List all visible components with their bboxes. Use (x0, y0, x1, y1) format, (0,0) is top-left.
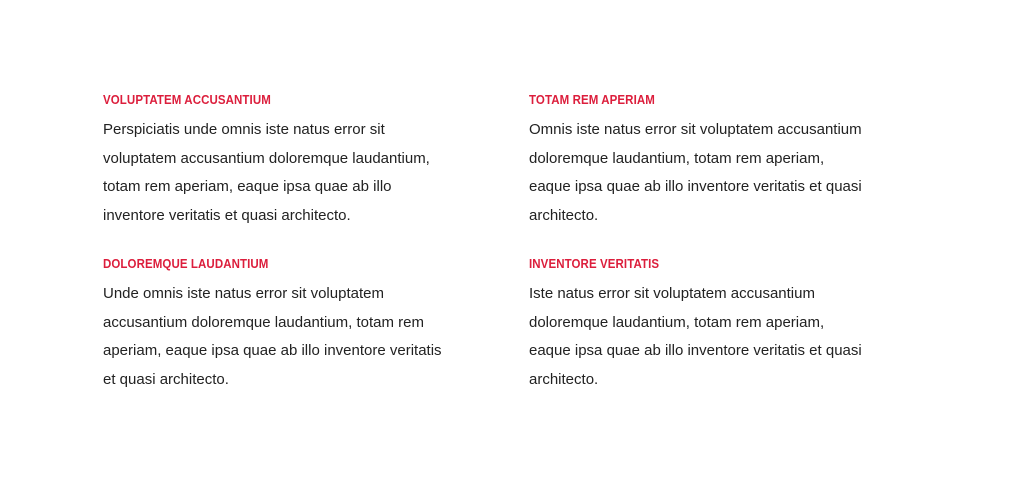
body-line: Iste natus error sit voluptatem accusantium (529, 285, 815, 302)
body-line: accusantium doloremque laudantium, totam rem (103, 313, 424, 331)
section-voluptatem-accusantium (103, 92, 503, 230)
body-line: aperiam, eaque ipsa quae ab illo inventore veritatis (103, 342, 442, 359)
section-heading: TOTAM REM APERIAM (529, 93, 655, 107)
body-line: Unde omnis iste natus error sit voluptatem (103, 285, 384, 302)
body-line: Omnis iste natus error sit voluptatem accusantium (529, 121, 862, 138)
section-heading: VOLUPTATEM ACCUSANTIUM (103, 93, 271, 107)
body-line: Perspiciatis unde omnis iste natus error sit (103, 121, 385, 138)
body-line: eaque ipsa quae ab illo inventore veritatis et quasi (529, 342, 862, 359)
section-body (103, 116, 503, 230)
section-body (103, 280, 503, 394)
body-line: architecto. (529, 206, 599, 224)
section-heading: DOLOREMQUE LAUDANTIUM (103, 257, 269, 271)
body-line: et quasi architecto. (103, 370, 229, 388)
section-totam-rem-aperiam (529, 92, 929, 230)
body-line: voluptatem accusantium doloremque laudantium, (103, 149, 430, 167)
section-body (529, 280, 929, 394)
body-line: inventore veritatis et quasi architecto. (103, 206, 351, 224)
section-doloremque-laudantium (103, 256, 503, 394)
section-body (529, 116, 929, 230)
body-line: eaque ipsa quae ab illo inventore veritatis et quasi (529, 178, 862, 195)
section-inventore-veritatis (529, 256, 929, 394)
section-heading: INVENTORE VERITATIS (529, 257, 660, 271)
body-line: doloremque laudantium, totam rem aperiam, (529, 313, 825, 331)
body-line: totam rem aperiam, eaque ipsa quae ab illo (103, 178, 392, 195)
body-line: architecto. (529, 370, 599, 388)
body-line: doloremque laudantium, totam rem aperiam, (529, 149, 825, 167)
